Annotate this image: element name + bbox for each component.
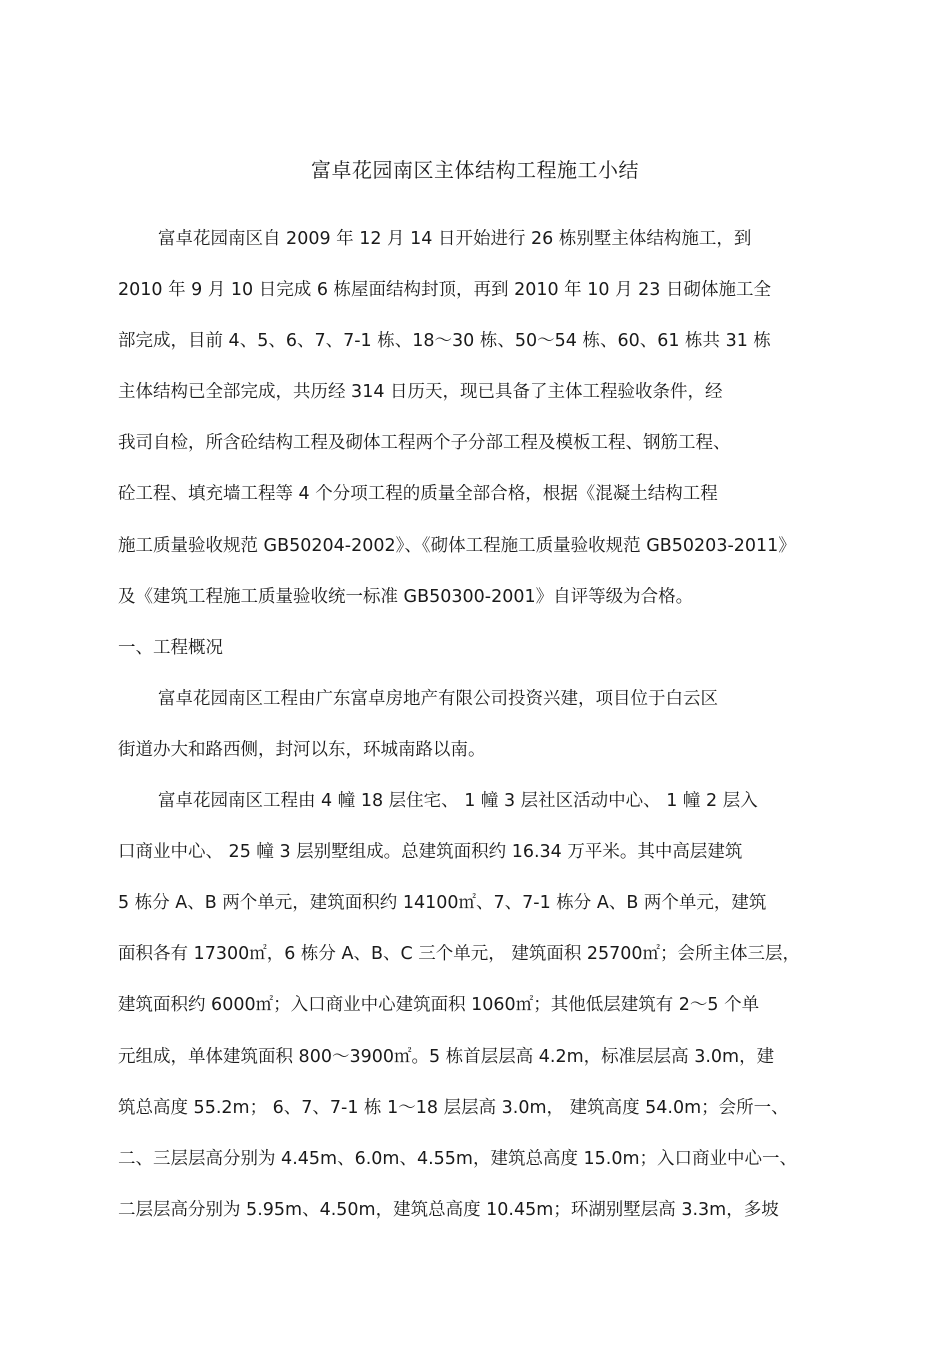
paragraph-line: 二层层高分别为 5.95m、4.50m，建筑总高度 10.45m；环湖别墅层高 3.3m，多坡 xyxy=(118,1200,779,1220)
paragraph-line: 元组成，单体建筑面积 800～3900㎡。5 栋首层层高 4.2m，标准层层高 3.0m，建 xyxy=(118,1047,775,1067)
paragraph-line: 我司自检，所含砼结构工程及砌体工程两个子分部工程及模板工程、钢筋工程、 xyxy=(118,433,731,453)
paragraph-line: 施工质量验收规范 GB50204-2002》、《砌体工程施工质量验收规范 GB50203-2011》 xyxy=(118,536,796,556)
paragraph-line: 二、三层层高分别为 4.45m、6.0m、4.55m，建筑总高度 15.0m；入口商业中心一、 xyxy=(118,1149,798,1169)
paragraph-line: 2010 年 9 月 10 日完成 6 栋屋面结构封顶，再到 2010 年 10 月 23 日砌体施工全 xyxy=(118,280,771,300)
document-title: 富卓花园南区主体结构工程施工小结 xyxy=(311,158,639,182)
section-heading: 一、工程概况 xyxy=(118,638,223,658)
paragraph-line: 富卓花园南区工程由 4 幢 18 层住宅、 1 幢 3 层社区活动中心、 1 幢 2 层入 xyxy=(158,791,758,811)
paragraph-line: 建筑面积约 6000㎡；入口商业中心建筑面积 1060㎡；其他低层建筑有 2～5 个单 xyxy=(118,995,760,1015)
paragraph-line: 部完成，目前 4、5、6、7、7-1 栋、18～30 栋、50～54 栋、60、61 栋共 31 栋 xyxy=(118,331,771,351)
paragraph-line: 及《建筑工程施工质量验收统一标准 GB50300-2001》自评等级为合格。 xyxy=(118,587,694,607)
paragraph-line: 面积各有 17300㎡，6 栋分 A、B、C 三个单元， 建筑面积 25700㎡；会所主体三层， xyxy=(118,944,801,964)
paragraph-line: 5 栋分 A、B 两个单元，建筑面积约 14100㎡、7、7-1 栋分 A、B 两个单元，建筑 xyxy=(118,893,767,913)
paragraph-line: 富卓花园南区自 2009 年 12 月 14 日开始进行 26 栋别墅主体结构施工，到 xyxy=(158,229,752,249)
paragraph-line: 主体结构已全部完成，共历经 314 日历天，现已具备了主体工程验收条件，经 xyxy=(118,382,723,402)
paragraph-line: 口商业中心、 25 幢 3 层别墅组成。总建筑面积约 16.34 万平米。其中高层建筑 xyxy=(118,842,743,862)
paragraph-line: 砼工程、填充墙工程等 4 个分项工程的质量全部合格，根据《混凝土结构工程 xyxy=(118,484,718,504)
paragraph-line: 富卓花园南区工程由广东富卓房地产有限公司投资兴建，项目位于白云区 xyxy=(158,689,718,709)
paragraph-line: 街道办大和路西侧，封河以东，环城南路以南。 xyxy=(118,740,486,760)
paragraph-line: 筑总高度 55.2m； 6、7、7-1 栋 1～18 层层高 3.0m， 建筑高度 54.0m；会所一、 xyxy=(118,1098,789,1118)
